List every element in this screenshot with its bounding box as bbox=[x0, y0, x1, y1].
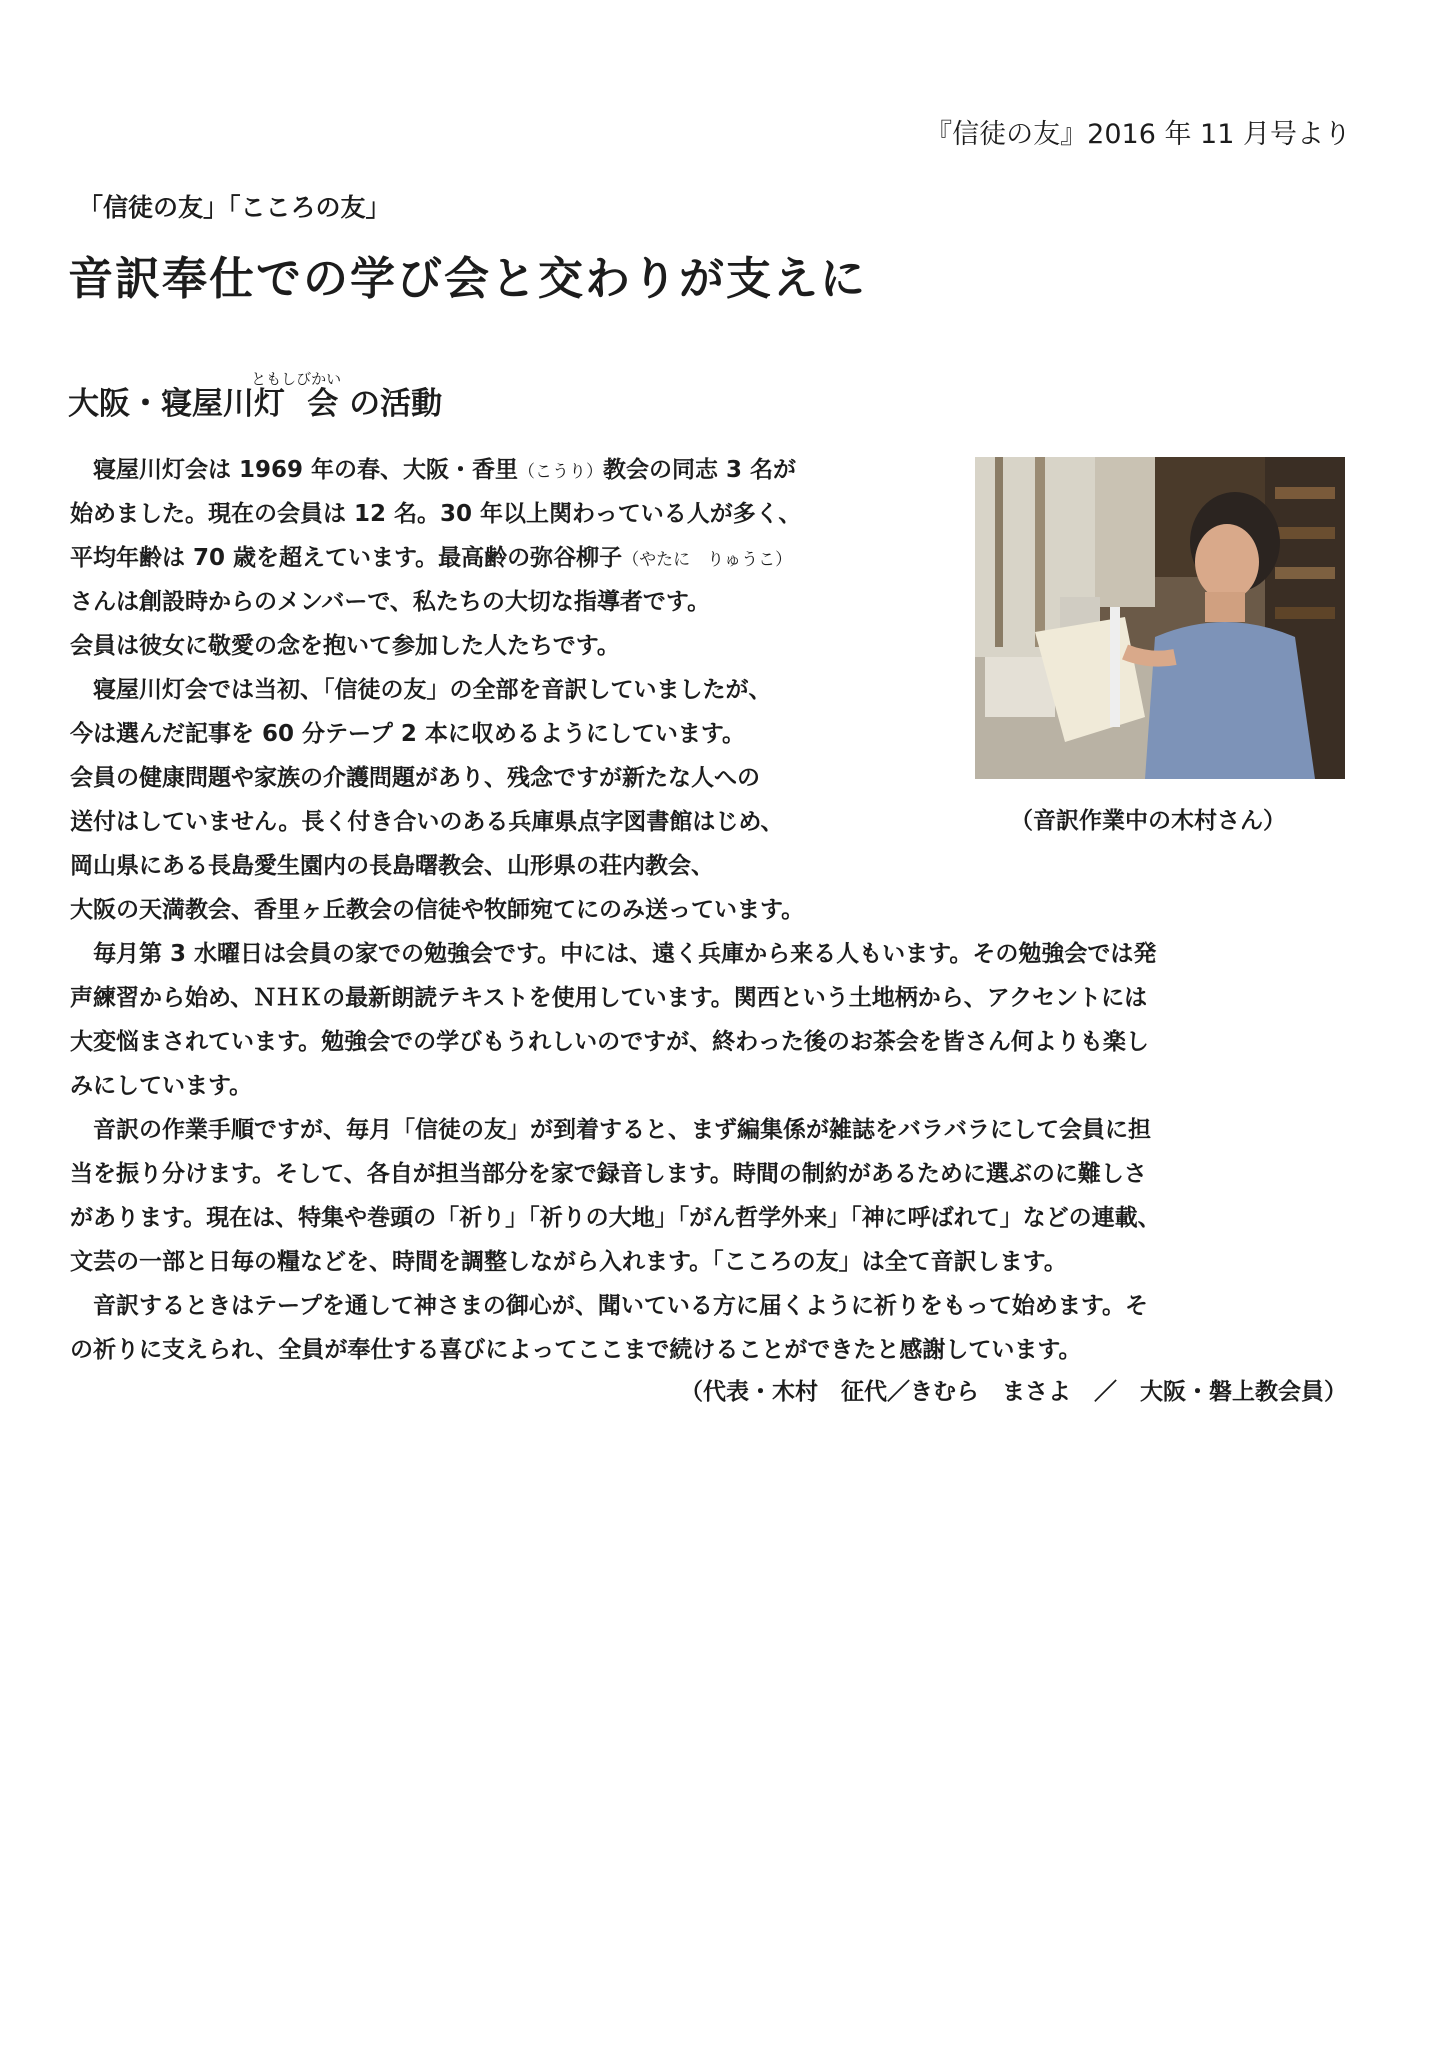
body-line: 音訳の作業手順ですが、毎月「信徒の友」が到着すると、まず編集係が雑誌をバラバラにして会員に担 bbox=[70, 1117, 1151, 1143]
photo-woman-reading bbox=[975, 457, 1345, 779]
body-text: 寝屋川灯会は 1969 年の春、大阪・香里 bbox=[70, 457, 519, 483]
body-line: 会員の健康問題や家族の介護問題があり、残念ですが新たな人への bbox=[70, 765, 760, 791]
body-line: 送付はしていません。長く付き合いのある兵庫県点字図書館はじめ、 bbox=[70, 809, 784, 835]
body-line: 文芸の一部と日毎の糧などを、時間を調整しながら入れます。「こころの友」は全て音訳します。 bbox=[70, 1249, 1067, 1275]
body-text: 平均年齢は 70 歳を超えています。最高齢の弥谷柳子 bbox=[70, 545, 623, 571]
body-line: 岡山県にある長島愛生園内の長島曙教会、山形県の荘内教会、 bbox=[70, 853, 714, 879]
section-heading-prefix: 大阪・寝屋川 bbox=[68, 386, 254, 422]
body-line: みにしています。 bbox=[70, 1073, 253, 1099]
body-line: 大阪の天満教会、香里ヶ丘教会の信徒や牧師宛てにのみ送っています。 bbox=[70, 897, 805, 923]
body-line: 声練習から始め、ＮＨＫの最新朗読テキストを使用しています。関西という土地柄から、アクセントには bbox=[70, 985, 1148, 1011]
body-line: 音訳するときはテープを通して神さまの御心が、聞いている方に届くように祈りをもって始めます。そ bbox=[70, 1293, 1149, 1319]
section-heading-suffix: の活動 bbox=[349, 386, 443, 422]
body-text: 教会の同志 3 名が bbox=[603, 457, 797, 483]
body-line: があります。現在は、特集や巻頭の「祈り」「祈りの大地」「がん哲学外来」「神に呼ばれて」などの連載、 bbox=[70, 1205, 1161, 1231]
body-line bbox=[70, 448, 910, 492]
group-name-ruby bbox=[251, 370, 342, 422]
article-title: 音訳奉仕での学び会と交わりが支えに bbox=[68, 252, 868, 305]
author-signature: （代表・木村 征代／きむら まさよ ／ 大阪・磐上教会員） bbox=[680, 1379, 1347, 1405]
body-line: さんは創設時からのメンバーで、私たちの大切な指導者です。 bbox=[70, 589, 711, 615]
group-name-base: 灯 会 bbox=[251, 386, 342, 422]
group-name-reading: ともしびかい bbox=[251, 370, 342, 388]
body-line: 当を振り分けます。そして、各自が担当部分を家で録音します。時間の制約があるために選ぶのに難しさ bbox=[70, 1161, 1147, 1187]
body-line: 今は選んだ記事を 60 分テープ 2 本に収めるようにしています。 bbox=[70, 721, 746, 747]
reading-annotation: （やたに りゅうこ） bbox=[622, 550, 793, 570]
body-line: 毎月第 3 水曜日は会員の家での勉強会です。中には、遠く兵庫から来る人もいます。その勉強会では発 bbox=[70, 941, 1157, 967]
body-line: の祈りに支えられ、全員が奉仕する喜びによってここまで続けることができたと感謝しています。 bbox=[70, 1337, 1082, 1363]
body-line: 寝屋川灯会では当初、「信徒の友」の全部を音訳していましたが、 bbox=[70, 677, 772, 703]
body-line: 会員は彼女に敬愛の念を抱いて参加した人たちです。 bbox=[70, 633, 620, 659]
reading-annotation: （こうり） bbox=[518, 462, 604, 482]
body-line: 大変悩まされています。勉強会での学びもうれしいのですが、終わった後のお茶会を皆さん何よりも楽し bbox=[70, 1029, 1149, 1055]
body-line: 始めました。現在の会員は 12 名。30 年以上関わっている人が多く、 bbox=[70, 501, 802, 527]
photo-illustration bbox=[975, 457, 1345, 779]
photo-caption: （音訳作業中の木村さん） bbox=[1010, 808, 1286, 834]
section-heading bbox=[68, 370, 442, 430]
magazine-kicker: 「信徒の友」「こころの友」 bbox=[78, 193, 391, 222]
source-note: 『信徒の友』2016 年 11 月号より bbox=[925, 119, 1351, 150]
